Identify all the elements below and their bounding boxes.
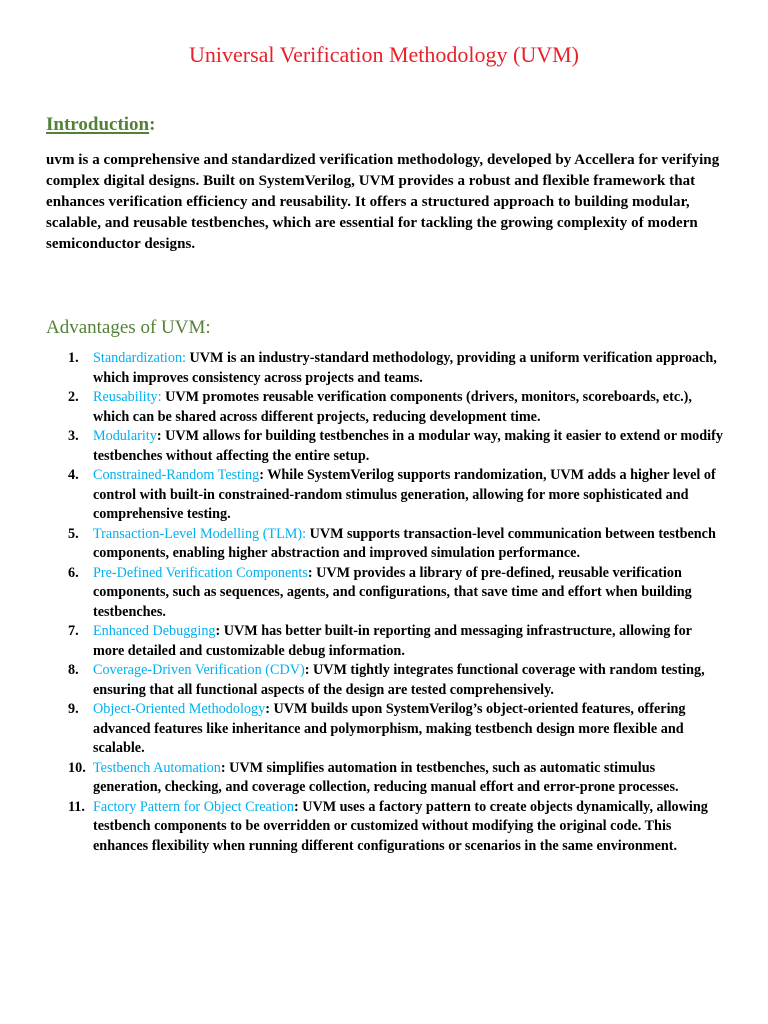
list-item-text: : UVM uses a factory pattern to create objects dynamically, allowing testbench components to be overridden or customized without modifying the original code. This enhances flexibility when running different configurations or scenarios in the same environment. bbox=[93, 798, 708, 854]
list-item-term: Standardization: bbox=[93, 350, 186, 366]
list-item bbox=[46, 466, 726, 525]
list-item-text: : UVM simplifies automation in testbenches, such as automatic stimulus generation, checking, and coverage collection, reducing manual effort and error-prone processes. bbox=[93, 759, 679, 795]
list-item-term: Reusability: bbox=[93, 389, 162, 405]
list-item-text: UVM promotes reusable verification components (drivers, monitors, scoreboards, etc.), which can be shared across different projects, reducing development time. bbox=[93, 389, 692, 425]
list-item bbox=[46, 427, 726, 466]
list-item-term: Pre-Defined Verification Components bbox=[93, 564, 308, 581]
list-item-text: UVM supports transaction-level communication between testbench components, enabling higher abstraction and improved simulation performance. bbox=[93, 525, 716, 561]
list-item bbox=[46, 622, 726, 661]
list-item-number: 11. bbox=[68, 798, 85, 815]
list-item bbox=[46, 759, 726, 798]
list-item-number: 2. bbox=[68, 389, 79, 405]
advantages-list bbox=[46, 349, 726, 856]
list-item-text: : UVM builds upon SystemVerilog’s object-oriented features, offering advanced features like inheritance and polymorphism, making testbench design more flexible and scalable. bbox=[93, 701, 686, 756]
list-item bbox=[46, 700, 726, 759]
list-item-term: Modularity bbox=[93, 428, 157, 444]
list-item-text: : While SystemVerilog supports randomization, UVM adds a higher level of control with built-in constrained-random stimulus generation, allowing for more sophisticated and comprehensive testing. bbox=[93, 467, 716, 522]
list-item-number: 9. bbox=[68, 701, 79, 717]
list-item-number: 10. bbox=[68, 759, 86, 776]
list-item-term: Testbench Automation bbox=[93, 759, 221, 776]
list-item-term: Transaction-Level Modelling (TLM): bbox=[93, 525, 307, 542]
list-item-number: 1. bbox=[68, 350, 79, 366]
document-title: Universal Verification Methodology (UVM) bbox=[188, 42, 580, 67]
list-item-term: Factory Pattern for Object Creation bbox=[93, 798, 294, 815]
introduction-heading-text: Introduction bbox=[46, 114, 150, 135]
list-item-term: Enhanced Debugging bbox=[93, 623, 216, 639]
advantages-heading: Advantages of UVM: bbox=[46, 317, 211, 338]
list-item-number: 8. bbox=[68, 662, 79, 678]
list-item-number: 3. bbox=[68, 428, 79, 444]
list-item bbox=[46, 661, 726, 700]
list-item-text: : UVM allows for building testbenches in a modular way, making it easier to extend or modify testbenches without affecting the entire setup. bbox=[93, 428, 723, 464]
list-item-text: : UVM tightly integrates functional coverage with random testing, ensuring that all functional aspects of the design are tested comprehensively. bbox=[93, 662, 705, 698]
list-item-term: Constrained-Random Testing bbox=[93, 467, 260, 483]
introduction-heading-colon: : bbox=[149, 114, 156, 135]
list-item-number: 7. bbox=[68, 623, 79, 639]
list-item-number: 6. bbox=[68, 564, 79, 581]
list-item-text: : UVM provides a library of pre-defined, reusable verification components, such as sequences, agents, and configurations, that save time and effort when building testbenches. bbox=[93, 564, 692, 620]
list-item bbox=[46, 798, 726, 857]
list-item-number: 5. bbox=[68, 525, 79, 542]
list-item-text: UVM is an industry-standard methodology, providing a uniform verification approach, which improves consistency across projects and teams. bbox=[93, 350, 717, 386]
introduction-heading bbox=[46, 114, 155, 136]
list-item bbox=[46, 564, 726, 623]
list-item-term: Coverage-Driven Verification (CDV) bbox=[93, 662, 305, 678]
list-item bbox=[46, 388, 726, 427]
introduction-paragraph: uvm is a comprehensive and standardized verification methodology, developed by Accellera for verifying complex digital designs. Built on SystemVerilog, UVM provides a robust and flexible framework that enhances verification efficiency and reusability. It offers a structured approach to building modular, scalable, and reusable testbenches, which are essential for tackling the growing complexity of modern semiconductor designs. bbox=[46, 152, 720, 252]
list-item bbox=[46, 349, 726, 388]
list-item-text: : UVM has better built-in reporting and messaging infrastructure, allowing for more detailed and customizable debug information. bbox=[93, 623, 692, 659]
list-item-term: Object-Oriented Methodology bbox=[93, 701, 266, 717]
list-item-number: 4. bbox=[68, 467, 79, 483]
list-item bbox=[46, 525, 726, 564]
